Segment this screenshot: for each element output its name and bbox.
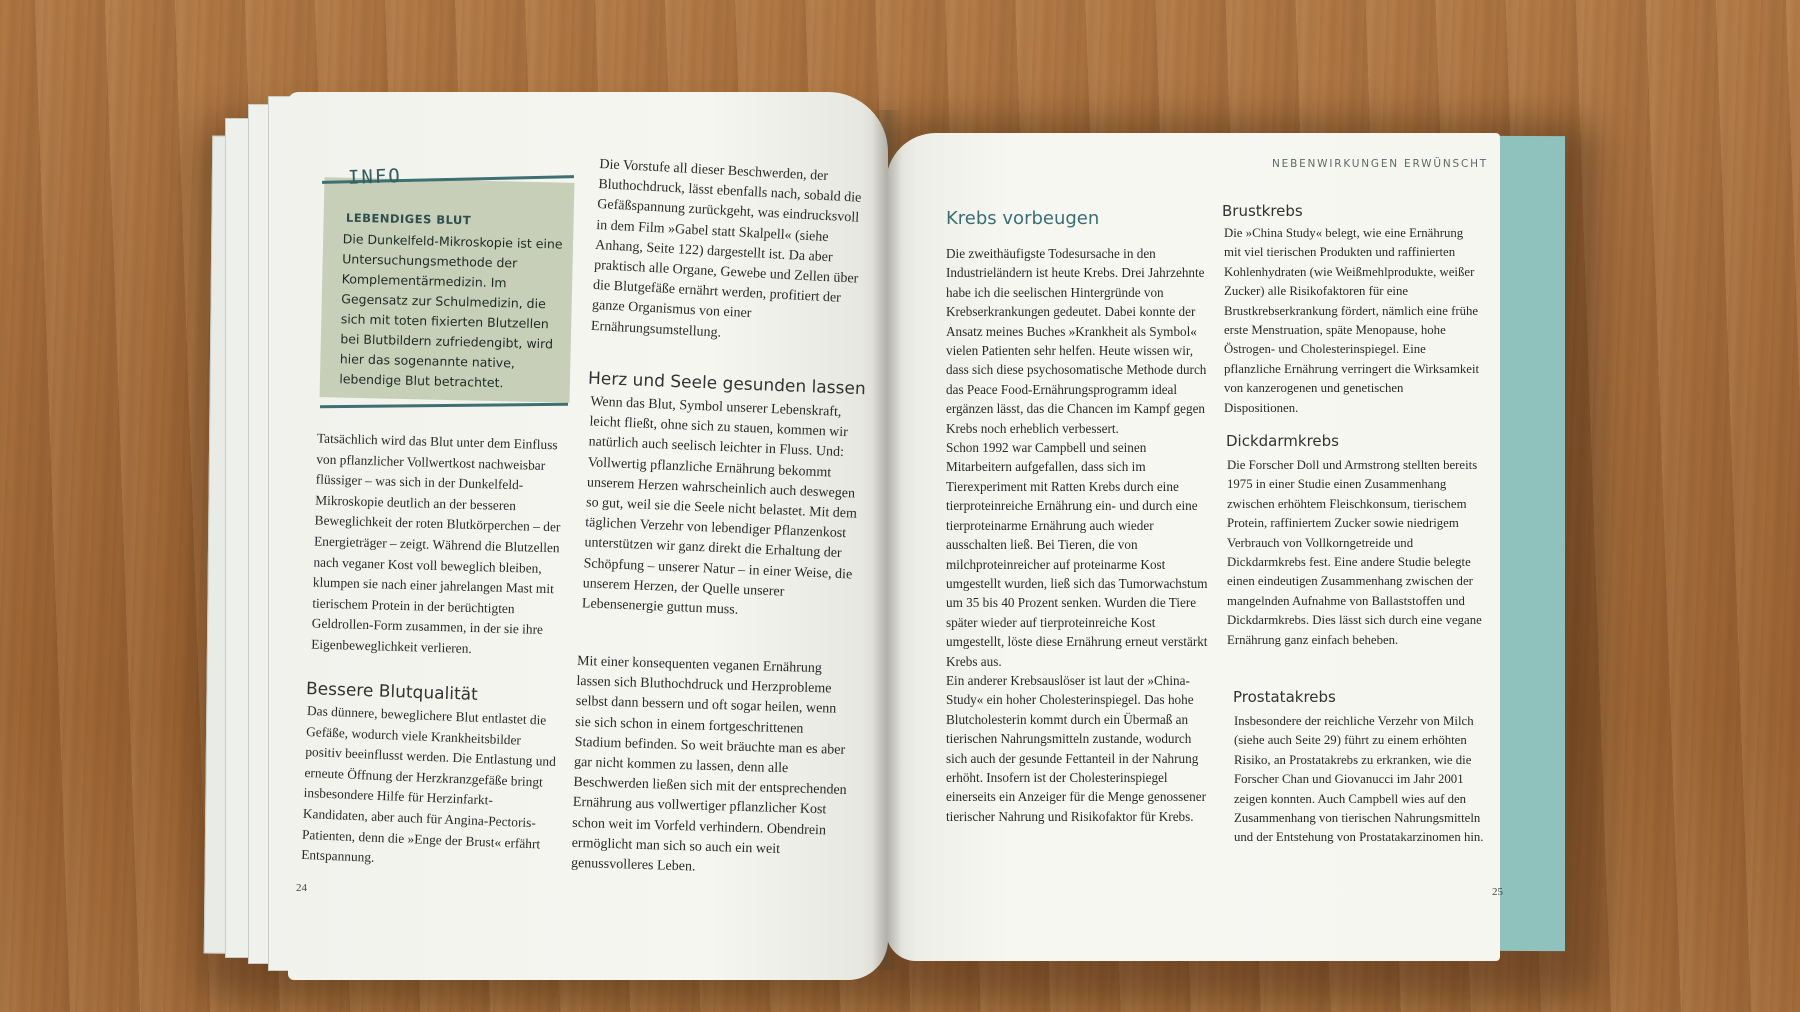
left-col2-text	[590, 155, 869, 351]
paragraph: Die Forscher Doll und Armstrong stellten bereits 1975 in einer Studie einen Zusammenhang zwischen erhöhtem Fleischkonsum, tierischem Protein, raffiniertem Zucker sowie niedrigem Verbrauch von Vollkorngetreide und Dickdarmkrebs fest. Eine andere Studie belegte einen eindeutigen Zusammenhang zwischen der mangelnden Aufnahme von Ballaststoffen und Dickdarmkrebs. Dies lässt sich durch eine vegane Ernährung ganz einfach beheben.	[1227, 458, 1482, 647]
paragraph: Wenn das Blut, Symbol unserer Lebenskraft, leicht fließt, ohne sich zu stauen, kommen wir natürlich auch seelisch leichter in Fluss. Und: Vollwertig pflanzliche Ernährung bekommt unserem Herzen wahrscheinlich auch deswegen so gut, weil sie die Seele nicht belastet. Mit dem täglichen Verzehr von lebendiger Pflanzenkost unterstützen wir ganz direkt die Erhaltung der Schöpfung – unserer Natur – in einer Weise, die unserem Herzen, der Quelle unserer Lebensenergie guttun muss.	[581, 394, 858, 618]
heading-krebs: Krebs vorbeugen	[946, 208, 1100, 229]
info-label: INFO	[347, 165, 403, 189]
heading-herz: Herz und Seele gesunden lassen	[587, 368, 867, 400]
info-heading: LEBENDIGES BLUT	[345, 210, 472, 228]
paragraph: Mit einer konsequenten veganen Ernährung lassen sich Bluthochdruck und Herzprobleme selbst dann bessern und oft sogar heilen, wenn sie sich schon in einem fortgeschrittenen Stadium befinden. So weit bräuchte man es aber gar nicht kommen zu lassen, denn alle Beschwerden ließen sich mit der entsprechenden Ernährung aus vollwertiger pflanzlicher Kost schon weit im Vorfeld verhindern. Obendrein ermöglicht man sich so auch ein weit genussvolleres Leben.	[570, 653, 847, 875]
left-col2-text2	[581, 392, 862, 625]
paragraph: Schon 1992 war Campbell und seinen Mitarbeitern aufgefallen, dass sich im Tierexperiment mit Ratten Krebs durch eine tierproteinreiche Ernährung ein- und durch eine tierproteinarme Ernährung auch wieder ausschalten ließ. Bei Tieren, die von milchproteinreicher auf proteinarme Kost umgestellt wurden, ließ sich das Tumorwachstum um 35 bis 40 Prozent senken. Wurden die Tiere später wieder auf tierproteinreiche Kost umgestellt, löste diese Ernährung erneut verstärkt Krebs aus.	[946, 440, 1208, 669]
heading-brustkrebs: Brustkrebs	[1222, 202, 1303, 220]
page-number-left: 24	[296, 882, 307, 894]
brustkrebs-text	[1224, 224, 1480, 418]
page-number-right: 25	[1492, 886, 1503, 898]
left-col2-text3	[571, 652, 855, 882]
paragraph: Die »China Study« belegt, wie eine Ernährung mit viel tierischen Produkten und raffinierten Kohlenhydraten (wie Weißmehlprodukte, weißer Zucker) alle Risikofaktoren für eine Brustkrebserkrankung fördert, nämlich eine frühe erste Menstruation, späte Menopause, hohe Östrogen- und Cholesterinspiegel. Eine pflanzliche Ernährung verringert die Wirksamkeit von kanzerogenen und genetischen Dispositionen.	[1224, 226, 1480, 415]
book-cover-edge	[1500, 136, 1565, 951]
heading-blutqualitaet: Bessere Blutqualität	[305, 679, 479, 705]
paragraph: Tatsächlich wird das Blut unter dem Einfluss von pflanzlicher Vollwertkost nachweisbar flüssiger – was sich in der Dunkelfeld-Mikroskopie deutlich an der besseren Beweglichkeit der roten Blutkörperchen – der Energieträger – zeigt. Während die Blutzellen nach veganer Kost voll beweglich bleiben, klumpen sie nach einer jahrelangen Mast mit tierischem Protein in der berüchtigten Geldrollen-Form zusammen, in der sie ihre Eigenbeweglichkeit verlieren.	[310, 430, 561, 656]
heading-prostatakrebs: Prostatakrebs	[1233, 688, 1336, 706]
paragraph: Das dünnere, beweglichere Blut entlastet die Gefäße, wodurch viele Krankheitsbilder positiv beeinflusst werden. Die Entlastung und erneute Öffnung der Herzkranzgefäße bringt insbesondere Hilfe für Herzinfarkt-Kandidaten, aber auch für Angina-Pectoris-Patienten, denn die »Enge der Brust« erfährt Entspannung.	[300, 703, 557, 865]
running-head: NEBENWIRKUNGEN ERWÜNSCHT	[1272, 158, 1488, 170]
left-col1-text	[311, 429, 567, 662]
prostatakrebs-text	[1234, 712, 1490, 848]
book-gutter	[872, 110, 902, 970]
paragraph: Die Vorstufe all dieser Beschwerden, der Bluthochdruck, lässt ebenfalls nach, sobald die Gefäßspannung zurückgeht, was eindrucksvoll in dem Film »Gabel statt Skalpell« (siehe Anhang, Seite 122) dargestellt ist. Da aber praktisch alle Organe, Gewebe und Zellen über die Blutgefäße ernährt werden, profitiert der ganze Organismus von einer Ernährungsumstellung.	[590, 157, 862, 341]
paragraph: Ein anderer Krebsauslöser ist laut der »China-Study« ein hoher Cholesterinspiegel. Das hohe Blutcholesterin kommt durch ein Übermaß an tierischen Nahrungsmitteln zustande, wodurch sich auch der gesunde Fettanteil in der Nahrung erhöht. Insofern ist der Cholesterinspiegel einerseits ein Anzeiger für die Menge genossener tierischer Nahrung und Risikofaktor für Krebs.	[946, 672, 1206, 824]
paragraph: Insbesondere der reichliche Verzehr von Milch (siehe auch Seite 29) führt zu einem erhöhten Risiko, an Prostatakrebs zu erkranken, wie die Forscher Chan und Giovanucci im Jahr 2001 zeigen konnten. Auch Campbell wies auf den Zusammenhang von tierischen Nahrungsmitteln und der Entstehung von Prostatakarzinomen hin.	[1234, 714, 1484, 845]
dickdarmkrebs-text	[1227, 456, 1483, 650]
paragraph: Die zweithäufigste Todesursache in den Industrieländern ist heute Krebs. Drei Jahrzehnte habe ich die seelischen Hintergründe von Krebserkrankungen gedeutet. Dabei konnte der Ansatz meines Buches »Krankheit als Symbol« vielen Patienten sehr helfen. Heute wissen wir, dass sich diese psychosomatische Methode durch das Peace Food-Ernährungsprogramm ideal ergänzen lässt, das die Chancen im Kampf gegen Krebs noch erheblich verbessert.	[946, 246, 1207, 436]
info-text: Die Dunkelfeld-Mikroskopie ist eine Untersuchungsmethode der Komplementärmedizin. Im Gegensatz zur Schulmedizin, die sich mit toten fixierten Blutzellen bei Blutbildern zufriedengibt, wird hier das sogenannte native, lebendige Blut betrachtet.	[339, 231, 563, 391]
left-col1-text2	[301, 701, 559, 876]
heading-dickdarmkrebs: Dickdarmkrebs	[1226, 432, 1339, 450]
right-col1-text	[946, 244, 1212, 826]
